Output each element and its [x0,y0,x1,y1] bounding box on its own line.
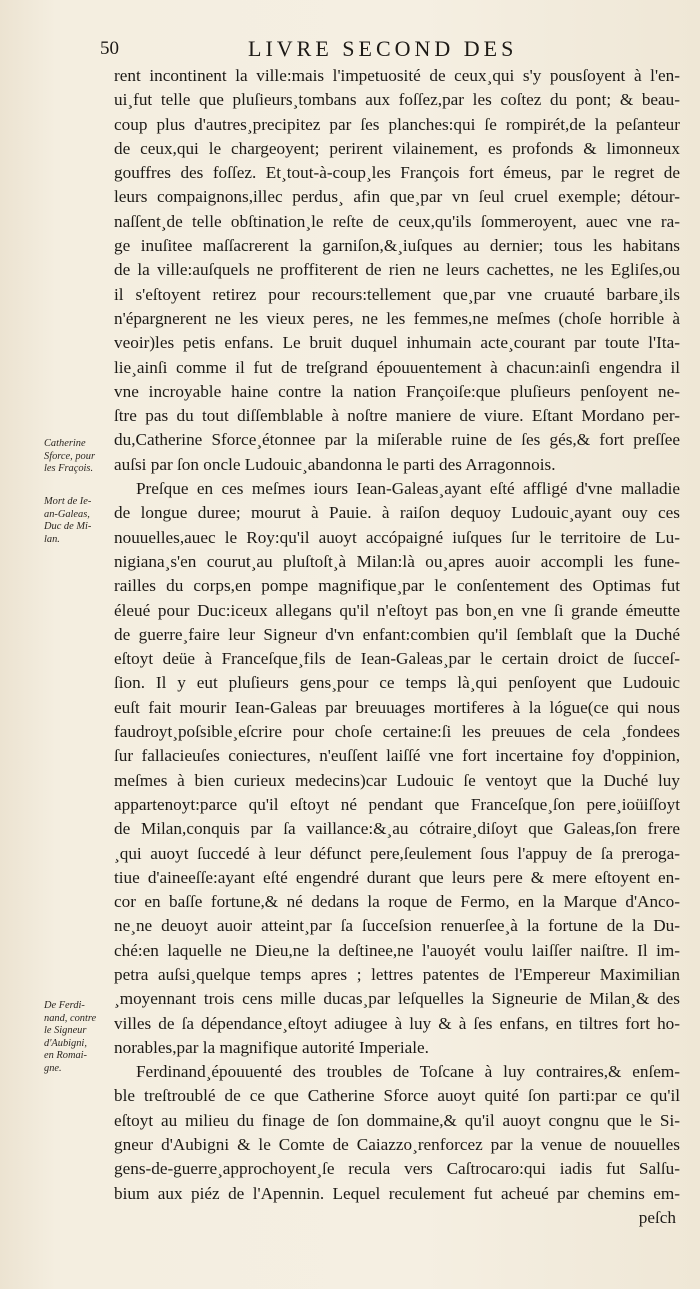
text-line: ¸moyennant trois cens mille ducas¸par leſquelles la Signeurie de Milan¸& des [114,989,680,1009]
page-number: 50 [100,38,119,59]
body-text [114,64,680,1230]
text-line: de guerre¸faire leur Signeur d'vn enfant:combien qu'il ſemblaſt que la Duché [114,624,680,644]
text-line: villes de ſa dépendance¸eſtoyt adiugee à luy & à ſes enfans, en tiltres fort ho- [114,1013,680,1033]
text-line: ſur fallacieuſes coniectures, n'euſſent laiſſé vne fort incertaine foy d'oppinion, [114,746,680,766]
text-line: ge inuſitee maſſacrerent la garniſon,&¸iuſques au dernier; tous les habitans [114,236,680,256]
text-line: gens-de-guerre¸approchoyent¸ſe recula vers Caſtrocaro:qui iadis fut Salſu- [114,1159,680,1179]
text-line: ché:en laquelle ne Dieu,ne la deſtinee,ne l'auoyét voulu laiſſer naiſtre. Il im- [114,940,680,960]
margin-note-line: le Signeur [44,1025,87,1037]
text-line: ſion. Il y eut pluſieurs gens¸pour ce temps là¸qui penſoyent que Ludouic [114,673,680,693]
margin-note-line: Duc de Mi- [44,521,92,533]
text-line: ble treſtroublé de ce que Catherine Sforce auoyt quité ſon parti:par ce qu'il [114,1086,680,1106]
text-line: tiue d'aineeſſe:ayant eſté engendré durant que leurs pere & mere eſtoyent en- [114,867,680,887]
text-line: railles du corps,en pompe magnifique¸par le conſentement des Optimas fut [114,576,680,596]
margin-note-line: nand, contre [44,1012,97,1024]
text-line: il s'eſtoyent retirez pour recours:tellement que¸par vne cruauté barbare¸ils [114,284,680,304]
text-line: ¸qui auoyt ſuccedé à leur défunct pere,ſeulement ſous l'appuy de ſa preroga- [114,843,680,863]
page-header [100,36,680,64]
text-line: petra auſsi¸quelque temps apres ; lettres patentes de l'Empereur Maximilian [114,964,680,984]
text-line: auſsi par ſon oncle Ludouic¸abandonna le parti des Arragonnois. [114,454,556,474]
text-line: eſtoyt deüe à Franceſque¸fils de Iean-Galeas¸par le certain droict de ſucceſ- [114,649,680,669]
margin-note-death-of-jean-galeas [44,496,114,546]
margin-note-line: les Fraçois. [44,463,94,475]
margin-note-line: gne. [44,1062,62,1074]
text-line: gouffres des foſſez. Et¸tout-à-coup¸les François fort émeus, par le regret de [114,163,680,183]
margin-note-line: lan. [44,533,60,545]
text-line: coup plus d'autres¸precipitez par ſes planches:qui ſe rompirét,de la peſanteur [114,114,680,134]
margin-note-ferdinand [44,1000,114,1076]
text-line: ſtre pas du tout diſſemblable à noſtre maniere de viure. Eſtant Mordano per- [114,406,680,426]
text-line: Preſque en ces meſmes iours Iean-Galeas¸ayant eſté affligé d'vne malladie [136,479,680,499]
text-line: nigiana¸s'en courut¸au pluſtoſt¸à Milan:là ou¸apres auoir accompli les fune- [114,551,680,571]
margin-note-line: an-Galeas, [44,508,90,520]
margin-note-line: De Ferdi- [44,1000,85,1011]
margin-note-line: d'Aubigni, [44,1037,87,1049]
text-line: eſtoyt au milieu du finage de ſon dommaine,& qu'il auoyt congnu que le Si- [114,1110,680,1130]
margin-note-line: en Romai- [44,1050,87,1062]
margin-note-line: Sforce, pour [44,450,95,462]
text-line: ui¸fut telle que pluſieurs¸tombans aux foſſez,par les coſtez du pont; & beau- [114,90,680,110]
text-line: euſt fait mourir Iean-Galeas par breuuages mortiferes à la lógue(ce qui nous [114,697,680,717]
text-line: norables,par la magnifique autorité Imperiale. [114,1037,429,1057]
text-line: veoir)les petis enfans. Le bruit duquel inhumain acte¸courant par toute l'Ita- [114,333,680,353]
text-line: bium aux piéz de l'Apennin. Lequel reculement fut acheué par chemins em- [114,1183,680,1203]
text-line: faudroyt¸poſsible¸eſcrire pour choſe certaine:ſi les preuues de cela ¸fondees [114,722,680,742]
text-line: de longue duree; mourut à Pauie. à raiſon dequoy Ludouic¸ayant ouy ces [114,503,680,523]
running-title: LIVRE SECOND DES [248,36,518,61]
text-line: éleué pour Duc:iceux allegans qu'il n'eſtoyt pas bon¸en vne ſi grande émeutte [114,600,680,620]
text-line: gneur d'Aubigni & le Comte de Caiazzo¸renforcez par la venue de nouuelles [114,1135,680,1155]
catchword: peſch [638,1207,676,1227]
text-line: vne incroyable haine contre la nation Françoiſe:que pluſieurs penſoyent ne- [114,381,680,401]
text-line: de Milan,conquis par ſa vaillance:&¸au cótraire¸diſoyt que Galeas,ſon frere [114,819,680,839]
text-line: n'épargnerent ne les vieux peres, ne les femmes,ne meſmes (choſe horrible à [114,308,680,328]
text-line: Ferdinand¸épouuenté des troubles de Toſcane à luy contraires,& enſem- [136,1062,680,1082]
text-line: rent incontinent la ville:mais l'impetuosité de ceux¸qui s'y pousſoyent à l'en- [114,66,680,85]
text-line: ne¸ne deuoyt auoir atteint¸par ſa ſucceſsion renuerſee¸à la fortune de la Du- [114,916,680,936]
text-line: de ceux,qui le chargeoyent; perirent vilainement, es profonds & limonneux [114,138,680,158]
text-line: de la ville:auſquels ne proffiterent de rien ne leurs cachettes, ne les Egliſes,ou [114,260,680,280]
text-line: nouuelles,auec le Roy:qu'il auoyt accópaigné iuſques ſur le territoire de Lu- [114,527,680,547]
text-line: appartenoyt:parce qu'il eſtoyt né pendant que Franceſque¸ſon pere¸ioüiſſoyt [114,794,680,814]
text-line: du,Catherine Sforce¸étonnee par la miſerable ruine de ſes gés,& fort preſſee [114,430,680,450]
text-line: meſmes à bien curieux medecins)car Ludouic ſe ventoyt que la Duché luy [114,770,680,790]
margin-note-catherine-sforce [44,438,114,476]
text-line: naſſent¸de telle obſtination¸le reſte de ceux,qu'ils ſommeroyent, auec vne ra- [114,211,680,231]
text-line: leurs compaignons,illec perdus¸ afin que¸par vn ſeul cruel exemple; détour- [114,187,680,207]
margin-note-line: Mort de Ie- [44,496,92,507]
text-line: cor en baſſe fortune,& né dedans la roque de Fermo, en la Marque d'Anco- [114,892,680,912]
text-line: lie¸ainſi comme il fut de treſgrand épouuentement à chacun:ainſi engendra il [114,357,680,377]
margin-note-line: Catherine [44,438,86,449]
